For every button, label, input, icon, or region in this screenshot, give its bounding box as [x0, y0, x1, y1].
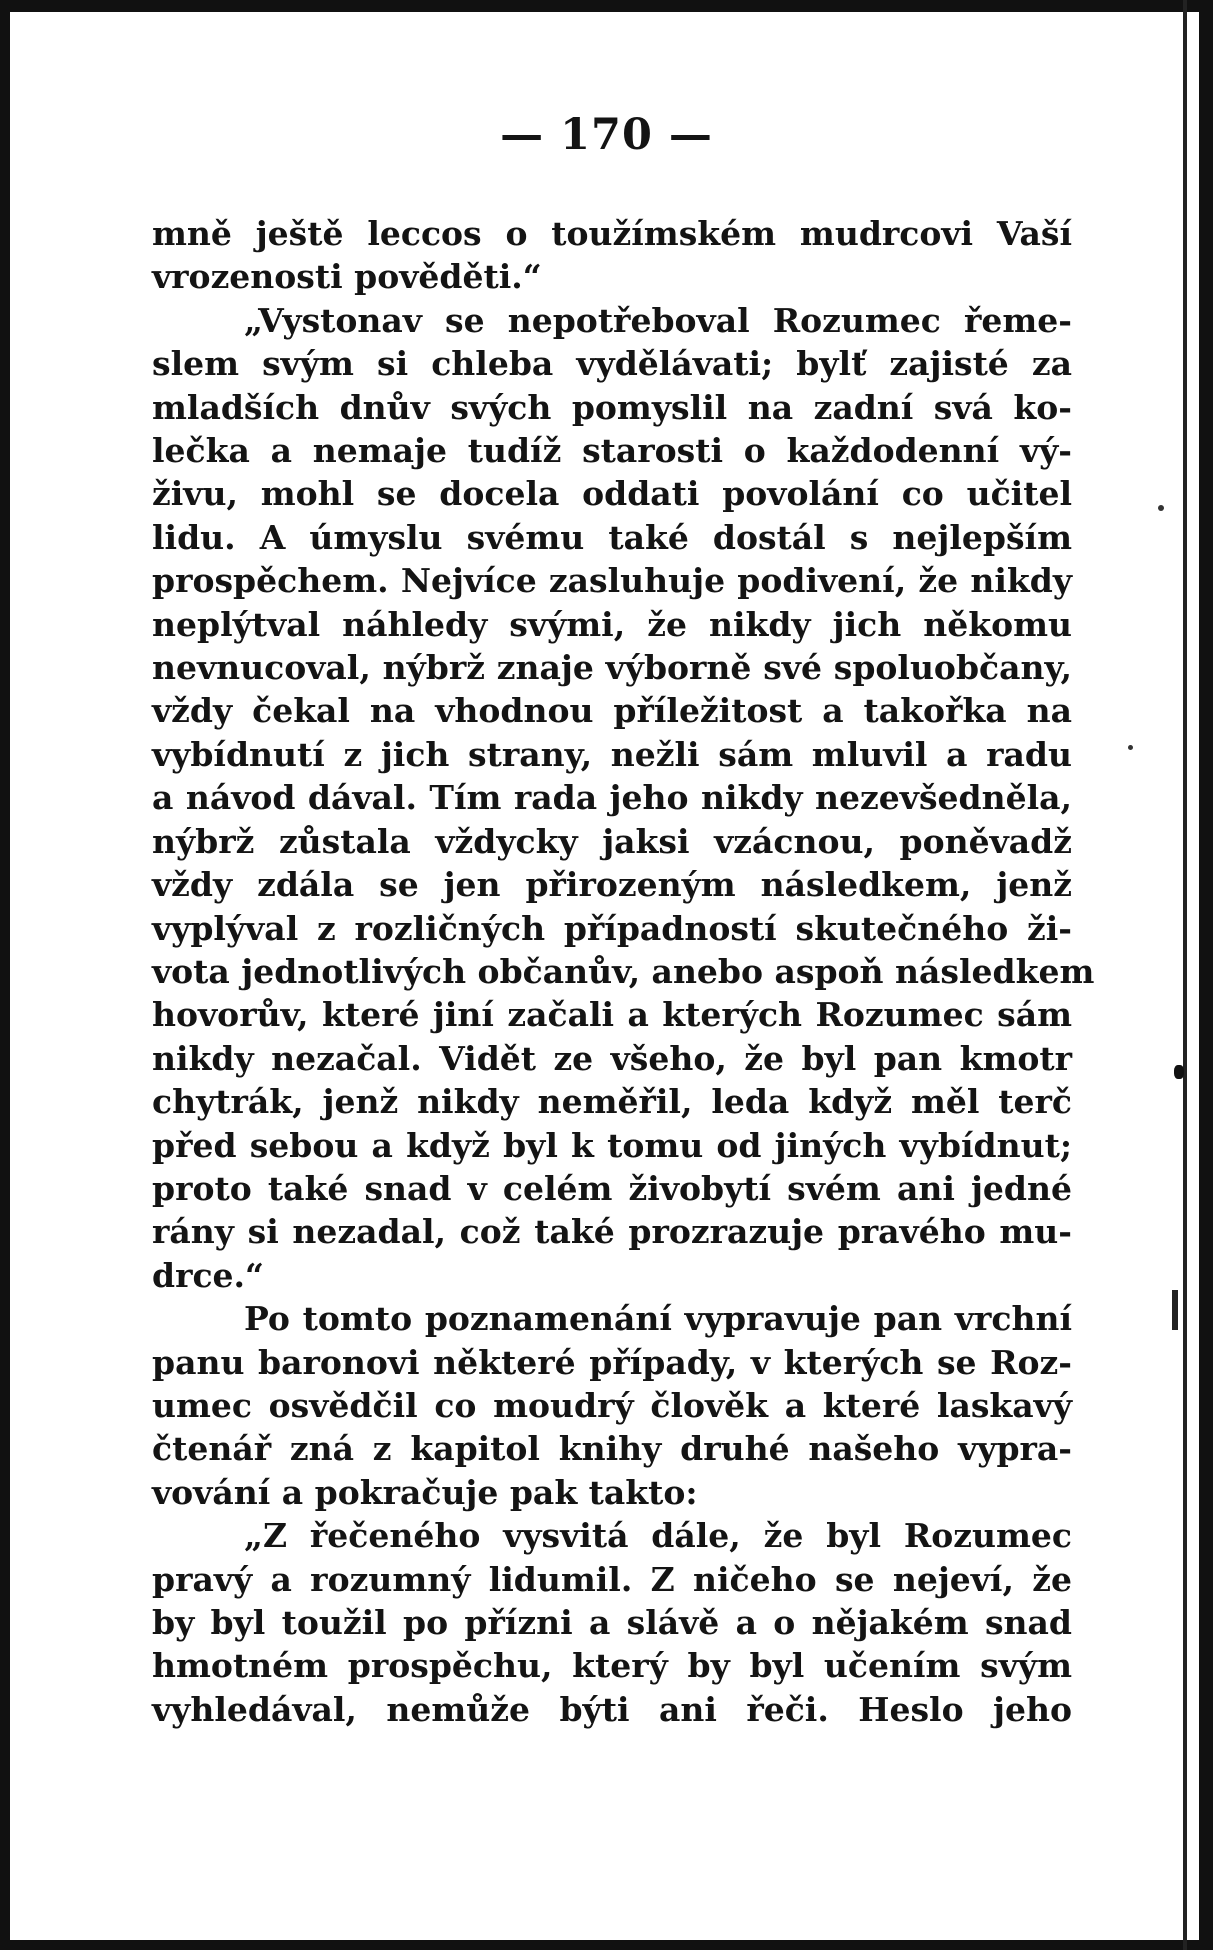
text-line: „Vystonav se nepotřeboval Rozumec řeme-	[244, 300, 1072, 340]
scan-border-top	[0, 0, 1213, 12]
text-line: před sebou a když byl k tomu od jiných vybídnut;	[152, 1125, 1072, 1165]
text-line: vybídnutí z jich strany, nežli sám mluvil a radu	[152, 734, 1072, 774]
text-line: chytrák, jenž nikdy neměřil, leda když měl terč	[152, 1082, 1072, 1122]
text-line: mladších dnův svých pomyslil na zadní svá ko-	[152, 387, 1072, 427]
text-line: rány si nezadal, což také prozrazuje pravého mu-	[152, 1212, 1072, 1252]
text-line: vždy čekal na vhodnou příležitost a takořka na	[152, 691, 1072, 731]
text-line: nýbrž zůstala vždycky jaksi vzácnou, poněvadž	[152, 821, 1072, 861]
text-line: lečka a nemaje tudíž starosti o každodenní vý-	[152, 431, 1072, 471]
text-line: vyhledával, nemůže býti ani řeči. Heslo jeho	[152, 1689, 1072, 1729]
text-line: umec osvědčil co moudrý člověk a které laskavý	[152, 1385, 1072, 1425]
scan-speck	[1128, 745, 1133, 750]
text-line: prospěchem. Nejvíce zasluhuje podivení, že nikdy	[152, 561, 1072, 601]
text-line: neplýtval náhledy svými, že nikdy jich někomu	[152, 604, 1072, 644]
scan-edge-rule	[1183, 0, 1187, 1950]
scan-speck	[1158, 505, 1164, 511]
text-line: panu baronovi některé případy, v kterých se Roz-	[152, 1342, 1072, 1382]
text-line: mně ještě leccos o toužímském mudrcovi Vaší	[152, 214, 1072, 253]
body-text	[152, 212, 1095, 1731]
text-line: vždy zdála se jen přirozeným následkem, jenž	[152, 865, 1072, 905]
text-line: vování a pokračuje pak takto:	[152, 1472, 698, 1512]
scan-speck	[1172, 1290, 1178, 1330]
text-line: vrozenosti pověděti.“	[152, 257, 542, 297]
text-line: pravý a rozumný lidumil. Z ničeho se nejeví, že	[152, 1559, 1072, 1599]
scan-border-left	[0, 0, 10, 1950]
text-line: vyplýval z rozličných případností skutečného ži-	[152, 908, 1072, 948]
text-line: nikdy nezačal. Vidět ze všeho, že byl pan kmotr	[152, 1038, 1072, 1078]
text-line: Po tomto poznamenání vypravuje pan vrchní	[244, 1299, 1072, 1339]
text-line: drce.“	[152, 1255, 265, 1295]
text-line: hmotném prospěchu, který by byl učením svým	[152, 1646, 1072, 1686]
text-line: slem svým si chleba vydělávati; bylť zajisté za	[152, 344, 1072, 384]
text-line: nevnucoval, nýbrž znaje výborně své spoluobčany,	[152, 648, 1072, 688]
text-line: živu, mohl se docela oddati povolání co učitel	[152, 474, 1072, 514]
text-line: čtenář zná z kapitol knihy druhé našeho vypra-	[152, 1429, 1072, 1469]
scan-speck	[1174, 1065, 1184, 1079]
text-line: hovorův, které jiní začali a kterých Rozumec sám	[152, 995, 1072, 1035]
text-line: by byl toužil po přízni a slávě a o nějakém snad	[152, 1603, 1072, 1642]
page-number: — 170 —	[500, 110, 713, 160]
text-line: proto také snad v celém živobytí svém ani jedné	[152, 1168, 1072, 1208]
scan-border-right	[1199, 0, 1213, 1950]
text-line: a návod dával. Tím rada jeho nikdy nezevšedněla,	[152, 778, 1072, 818]
scan-border-bottom	[0, 1940, 1213, 1950]
text-line: „Z řečeného vysvitá dále, že byl Rozumec	[244, 1516, 1072, 1556]
text-line: lidu. A úmyslu svému také dostál s nejlepším	[152, 517, 1072, 557]
text-line: vota jednotlivých občanův, anebo aspoň následkem	[152, 951, 1095, 991]
